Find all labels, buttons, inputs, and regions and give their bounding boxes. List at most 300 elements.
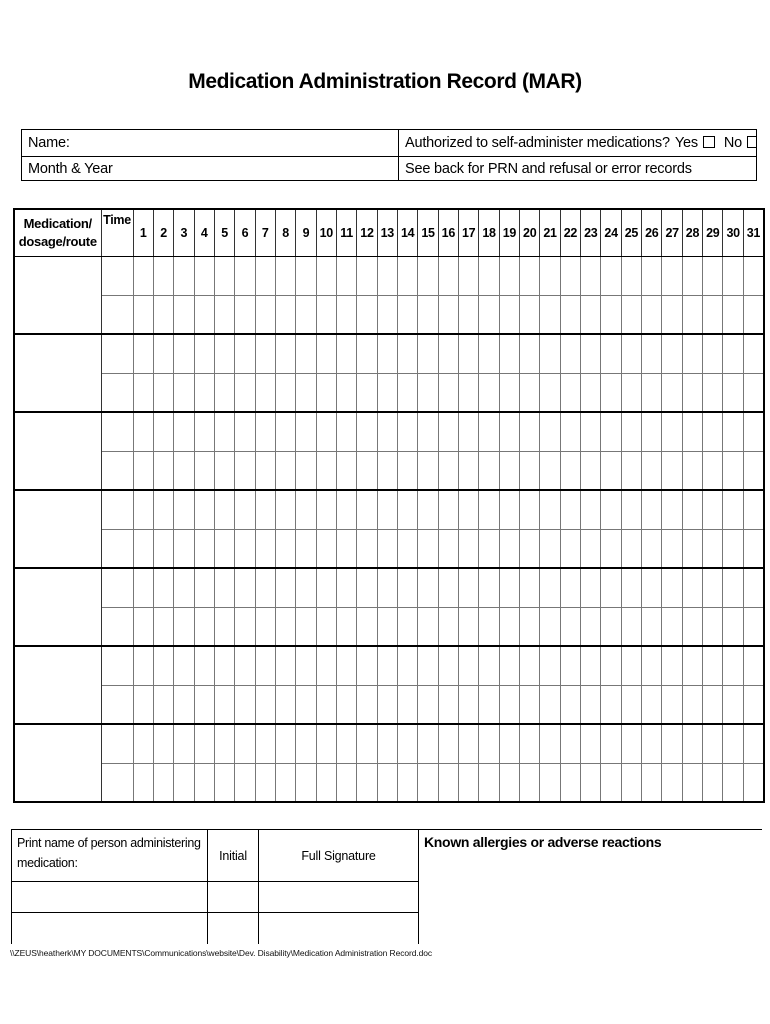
- day-cell[interactable]: [581, 490, 601, 529]
- no-checkbox[interactable]: [747, 136, 756, 148]
- print-name-cell[interactable]: [12, 913, 208, 944]
- day-cell[interactable]: [499, 295, 519, 334]
- day-cell[interactable]: [723, 334, 743, 373]
- day-cell[interactable]: [296, 607, 316, 646]
- day-cell[interactable]: [703, 334, 723, 373]
- day-cell[interactable]: [581, 646, 601, 685]
- day-cell[interactable]: [703, 451, 723, 490]
- day-cell[interactable]: [418, 412, 438, 451]
- day-cell[interactable]: [479, 607, 499, 646]
- day-cell[interactable]: [397, 451, 417, 490]
- day-cell[interactable]: [601, 451, 621, 490]
- day-cell[interactable]: [581, 607, 601, 646]
- day-cell[interactable]: [418, 529, 438, 568]
- day-cell[interactable]: [133, 529, 153, 568]
- day-cell[interactable]: [560, 646, 580, 685]
- day-cell[interactable]: [459, 685, 479, 724]
- day-cell[interactable]: [499, 412, 519, 451]
- day-cell[interactable]: [499, 763, 519, 802]
- day-cell[interactable]: [459, 412, 479, 451]
- day-cell[interactable]: [357, 607, 377, 646]
- day-cell[interactable]: [377, 607, 397, 646]
- time-cell[interactable]: [101, 646, 133, 685]
- day-cell[interactable]: [418, 295, 438, 334]
- day-cell[interactable]: [682, 334, 702, 373]
- day-cell[interactable]: [255, 685, 275, 724]
- day-cell[interactable]: [336, 607, 356, 646]
- day-cell[interactable]: [153, 685, 173, 724]
- day-cell[interactable]: [336, 529, 356, 568]
- day-cell[interactable]: [296, 529, 316, 568]
- day-cell[interactable]: [235, 295, 255, 334]
- day-cell[interactable]: [418, 724, 438, 763]
- day-cell[interactable]: [316, 451, 336, 490]
- day-cell[interactable]: [499, 529, 519, 568]
- medication-cell[interactable]: [14, 646, 101, 724]
- day-cell[interactable]: [133, 490, 153, 529]
- day-cell[interactable]: [357, 568, 377, 607]
- day-cell[interactable]: [459, 646, 479, 685]
- day-cell[interactable]: [214, 646, 234, 685]
- day-cell[interactable]: [235, 373, 255, 412]
- day-cell[interactable]: [296, 490, 316, 529]
- day-cell[interactable]: [621, 568, 641, 607]
- day-cell[interactable]: [377, 529, 397, 568]
- day-cell[interactable]: [438, 646, 458, 685]
- day-cell[interactable]: [235, 256, 255, 295]
- day-cell[interactable]: [418, 685, 438, 724]
- day-cell[interactable]: [642, 763, 662, 802]
- day-cell[interactable]: [174, 490, 194, 529]
- day-cell[interactable]: [377, 490, 397, 529]
- day-cell[interactable]: [723, 490, 743, 529]
- day-cell[interactable]: [174, 724, 194, 763]
- day-cell[interactable]: [560, 412, 580, 451]
- day-cell[interactable]: [662, 490, 682, 529]
- day-cell[interactable]: [723, 646, 743, 685]
- day-cell[interactable]: [743, 724, 764, 763]
- day-cell[interactable]: [336, 646, 356, 685]
- day-cell[interactable]: [743, 490, 764, 529]
- day-cell[interactable]: [479, 724, 499, 763]
- day-cell[interactable]: [418, 568, 438, 607]
- day-cell[interactable]: [214, 295, 234, 334]
- day-cell[interactable]: [214, 412, 234, 451]
- day-cell[interactable]: [601, 763, 621, 802]
- day-cell[interactable]: [662, 685, 682, 724]
- day-cell[interactable]: [438, 334, 458, 373]
- day-cell[interactable]: [296, 646, 316, 685]
- day-cell[interactable]: [662, 334, 682, 373]
- day-cell[interactable]: [357, 724, 377, 763]
- day-cell[interactable]: [642, 295, 662, 334]
- day-cell[interactable]: [459, 490, 479, 529]
- day-cell[interactable]: [499, 568, 519, 607]
- day-cell[interactable]: [133, 451, 153, 490]
- day-cell[interactable]: [642, 646, 662, 685]
- day-cell[interactable]: [682, 490, 702, 529]
- day-cell[interactable]: [357, 763, 377, 802]
- day-cell[interactable]: [560, 724, 580, 763]
- day-cell[interactable]: [336, 568, 356, 607]
- day-cell[interactable]: [214, 334, 234, 373]
- medication-cell[interactable]: [14, 724, 101, 802]
- day-cell[interactable]: [235, 412, 255, 451]
- day-cell[interactable]: [682, 529, 702, 568]
- time-cell[interactable]: [101, 568, 133, 607]
- day-cell[interactable]: [540, 763, 560, 802]
- day-cell[interactable]: [275, 529, 295, 568]
- day-cell[interactable]: [621, 334, 641, 373]
- day-cell[interactable]: [153, 373, 173, 412]
- day-cell[interactable]: [601, 568, 621, 607]
- medication-cell[interactable]: [14, 256, 101, 334]
- day-cell[interactable]: [336, 685, 356, 724]
- day-cell[interactable]: [479, 763, 499, 802]
- day-cell[interactable]: [235, 724, 255, 763]
- day-cell[interactable]: [621, 529, 641, 568]
- day-cell[interactable]: [438, 685, 458, 724]
- day-cell[interactable]: [682, 256, 702, 295]
- day-cell[interactable]: [642, 568, 662, 607]
- day-cell[interactable]: [275, 646, 295, 685]
- day-cell[interactable]: [540, 295, 560, 334]
- day-cell[interactable]: [174, 451, 194, 490]
- day-cell[interactable]: [397, 412, 417, 451]
- day-cell[interactable]: [194, 607, 214, 646]
- day-cell[interactable]: [174, 334, 194, 373]
- time-cell[interactable]: [101, 256, 133, 295]
- day-cell[interactable]: [703, 256, 723, 295]
- day-cell[interactable]: [194, 568, 214, 607]
- day-cell[interactable]: [235, 607, 255, 646]
- day-cell[interactable]: [397, 568, 417, 607]
- day-cell[interactable]: [642, 685, 662, 724]
- time-cell[interactable]: [101, 724, 133, 763]
- time-cell[interactable]: [101, 334, 133, 373]
- day-cell[interactable]: [642, 373, 662, 412]
- medication-cell[interactable]: [14, 334, 101, 412]
- day-cell[interactable]: [581, 334, 601, 373]
- day-cell[interactable]: [621, 490, 641, 529]
- day-cell[interactable]: [153, 646, 173, 685]
- day-cell[interactable]: [682, 373, 702, 412]
- day-cell[interactable]: [479, 334, 499, 373]
- day-cell[interactable]: [357, 256, 377, 295]
- day-cell[interactable]: [703, 646, 723, 685]
- day-cell[interactable]: [581, 412, 601, 451]
- day-cell[interactable]: [357, 529, 377, 568]
- day-cell[interactable]: [336, 724, 356, 763]
- day-cell[interactable]: [153, 763, 173, 802]
- day-cell[interactable]: [662, 607, 682, 646]
- time-cell[interactable]: [101, 451, 133, 490]
- day-cell[interactable]: [336, 451, 356, 490]
- day-cell[interactable]: [642, 607, 662, 646]
- day-cell[interactable]: [174, 646, 194, 685]
- day-cell[interactable]: [743, 568, 764, 607]
- day-cell[interactable]: [540, 568, 560, 607]
- day-cell[interactable]: [560, 529, 580, 568]
- day-cell[interactable]: [194, 685, 214, 724]
- day-cell[interactable]: [520, 373, 540, 412]
- day-cell[interactable]: [621, 373, 641, 412]
- day-cell[interactable]: [438, 607, 458, 646]
- day-cell[interactable]: [377, 646, 397, 685]
- day-cell[interactable]: [174, 295, 194, 334]
- day-cell[interactable]: [255, 451, 275, 490]
- day-cell[interactable]: [540, 256, 560, 295]
- day-cell[interactable]: [214, 763, 234, 802]
- day-cell[interactable]: [357, 685, 377, 724]
- day-cell[interactable]: [459, 334, 479, 373]
- day-cell[interactable]: [357, 451, 377, 490]
- day-cell[interactable]: [601, 373, 621, 412]
- day-cell[interactable]: [540, 412, 560, 451]
- day-cell[interactable]: [296, 256, 316, 295]
- day-cell[interactable]: [520, 724, 540, 763]
- signature-cell[interactable]: [259, 913, 419, 944]
- day-cell[interactable]: [174, 763, 194, 802]
- day-cell[interactable]: [336, 490, 356, 529]
- day-cell[interactable]: [255, 412, 275, 451]
- day-cell[interactable]: [642, 451, 662, 490]
- day-cell[interactable]: [703, 685, 723, 724]
- day-cell[interactable]: [418, 763, 438, 802]
- day-cell[interactable]: [601, 295, 621, 334]
- signature-cell[interactable]: [259, 882, 419, 913]
- day-cell[interactable]: [642, 490, 662, 529]
- day-cell[interactable]: [540, 334, 560, 373]
- day-cell[interactable]: [560, 295, 580, 334]
- day-cell[interactable]: [540, 373, 560, 412]
- day-cell[interactable]: [357, 646, 377, 685]
- day-cell[interactable]: [418, 256, 438, 295]
- day-cell[interactable]: [214, 529, 234, 568]
- day-cell[interactable]: [723, 451, 743, 490]
- day-cell[interactable]: [255, 490, 275, 529]
- day-cell[interactable]: [621, 646, 641, 685]
- day-cell[interactable]: [438, 724, 458, 763]
- day-cell[interactable]: [235, 685, 255, 724]
- day-cell[interactable]: [479, 646, 499, 685]
- day-cell[interactable]: [336, 256, 356, 295]
- time-cell[interactable]: [101, 490, 133, 529]
- day-cell[interactable]: [581, 763, 601, 802]
- day-cell[interactable]: [275, 334, 295, 373]
- day-cell[interactable]: [662, 295, 682, 334]
- day-cell[interactable]: [662, 256, 682, 295]
- day-cell[interactable]: [601, 256, 621, 295]
- time-cell[interactable]: [101, 295, 133, 334]
- day-cell[interactable]: [255, 256, 275, 295]
- day-cell[interactable]: [153, 490, 173, 529]
- day-cell[interactable]: [601, 412, 621, 451]
- day-cell[interactable]: [397, 685, 417, 724]
- day-cell[interactable]: [520, 529, 540, 568]
- day-cell[interactable]: [214, 724, 234, 763]
- day-cell[interactable]: [682, 646, 702, 685]
- day-cell[interactable]: [418, 334, 438, 373]
- day-cell[interactable]: [723, 373, 743, 412]
- day-cell[interactable]: [377, 763, 397, 802]
- day-cell[interactable]: [540, 451, 560, 490]
- day-cell[interactable]: [662, 373, 682, 412]
- day-cell[interactable]: [316, 373, 336, 412]
- day-cell[interactable]: [438, 256, 458, 295]
- day-cell[interactable]: [560, 256, 580, 295]
- day-cell[interactable]: [479, 256, 499, 295]
- day-cell[interactable]: [194, 256, 214, 295]
- day-cell[interactable]: [601, 490, 621, 529]
- day-cell[interactable]: [520, 607, 540, 646]
- day-cell[interactable]: [743, 685, 764, 724]
- day-cell[interactable]: [275, 451, 295, 490]
- day-cell[interactable]: [520, 412, 540, 451]
- day-cell[interactable]: [682, 295, 702, 334]
- day-cell[interactable]: [153, 451, 173, 490]
- day-cell[interactable]: [377, 334, 397, 373]
- day-cell[interactable]: [459, 607, 479, 646]
- day-cell[interactable]: [479, 490, 499, 529]
- day-cell[interactable]: [235, 451, 255, 490]
- day-cell[interactable]: [357, 412, 377, 451]
- day-cell[interactable]: [703, 607, 723, 646]
- day-cell[interactable]: [581, 373, 601, 412]
- day-cell[interactable]: [316, 724, 336, 763]
- print-name-cell[interactable]: [12, 882, 208, 913]
- day-cell[interactable]: [316, 490, 336, 529]
- day-cell[interactable]: [214, 373, 234, 412]
- day-cell[interactable]: [275, 607, 295, 646]
- day-cell[interactable]: [662, 568, 682, 607]
- day-cell[interactable]: [682, 568, 702, 607]
- day-cell[interactable]: [255, 724, 275, 763]
- day-cell[interactable]: [133, 685, 153, 724]
- initial-cell[interactable]: [208, 913, 259, 944]
- day-cell[interactable]: [133, 295, 153, 334]
- day-cell[interactable]: [275, 490, 295, 529]
- day-cell[interactable]: [479, 295, 499, 334]
- day-cell[interactable]: [499, 685, 519, 724]
- day-cell[interactable]: [581, 685, 601, 724]
- day-cell[interactable]: [601, 724, 621, 763]
- day-cell[interactable]: [682, 724, 702, 763]
- day-cell[interactable]: [438, 412, 458, 451]
- day-cell[interactable]: [723, 724, 743, 763]
- day-cell[interactable]: [520, 685, 540, 724]
- day-cell[interactable]: [214, 256, 234, 295]
- day-cell[interactable]: [662, 646, 682, 685]
- day-cell[interactable]: [316, 646, 336, 685]
- day-cell[interactable]: [275, 256, 295, 295]
- day-cell[interactable]: [560, 607, 580, 646]
- day-cell[interactable]: [153, 295, 173, 334]
- day-cell[interactable]: [520, 334, 540, 373]
- day-cell[interactable]: [255, 295, 275, 334]
- day-cell[interactable]: [743, 256, 764, 295]
- time-cell[interactable]: [101, 763, 133, 802]
- day-cell[interactable]: [397, 295, 417, 334]
- day-cell[interactable]: [540, 685, 560, 724]
- day-cell[interactable]: [438, 295, 458, 334]
- day-cell[interactable]: [377, 412, 397, 451]
- day-cell[interactable]: [153, 334, 173, 373]
- day-cell[interactable]: [194, 763, 214, 802]
- day-cell[interactable]: [275, 295, 295, 334]
- day-cell[interactable]: [621, 256, 641, 295]
- day-cell[interactable]: [459, 295, 479, 334]
- day-cell[interactable]: [621, 763, 641, 802]
- day-cell[interactable]: [621, 451, 641, 490]
- day-cell[interactable]: [520, 646, 540, 685]
- day-cell[interactable]: [581, 529, 601, 568]
- day-cell[interactable]: [357, 373, 377, 412]
- day-cell[interactable]: [377, 685, 397, 724]
- day-cell[interactable]: [296, 763, 316, 802]
- day-cell[interactable]: [682, 451, 702, 490]
- day-cell[interactable]: [438, 568, 458, 607]
- day-cell[interactable]: [581, 295, 601, 334]
- time-cell[interactable]: [101, 685, 133, 724]
- time-cell[interactable]: [101, 529, 133, 568]
- day-cell[interactable]: [418, 451, 438, 490]
- day-cell[interactable]: [194, 646, 214, 685]
- day-cell[interactable]: [723, 412, 743, 451]
- medication-cell[interactable]: [14, 568, 101, 646]
- day-cell[interactable]: [642, 529, 662, 568]
- day-cell[interactable]: [723, 568, 743, 607]
- day-cell[interactable]: [540, 646, 560, 685]
- day-cell[interactable]: [479, 568, 499, 607]
- day-cell[interactable]: [316, 256, 336, 295]
- day-cell[interactable]: [459, 763, 479, 802]
- day-cell[interactable]: [703, 295, 723, 334]
- day-cell[interactable]: [255, 607, 275, 646]
- day-cell[interactable]: [438, 373, 458, 412]
- day-cell[interactable]: [296, 373, 316, 412]
- day-cell[interactable]: [418, 373, 438, 412]
- day-cell[interactable]: [316, 568, 336, 607]
- day-cell[interactable]: [438, 763, 458, 802]
- day-cell[interactable]: [662, 724, 682, 763]
- day-cell[interactable]: [499, 490, 519, 529]
- day-cell[interactable]: [601, 529, 621, 568]
- day-cell[interactable]: [743, 763, 764, 802]
- day-cell[interactable]: [235, 646, 255, 685]
- day-cell[interactable]: [540, 607, 560, 646]
- day-cell[interactable]: [703, 373, 723, 412]
- day-cell[interactable]: [723, 256, 743, 295]
- day-cell[interactable]: [296, 412, 316, 451]
- day-cell[interactable]: [255, 373, 275, 412]
- day-cell[interactable]: [520, 568, 540, 607]
- day-cell[interactable]: [703, 412, 723, 451]
- day-cell[interactable]: [397, 334, 417, 373]
- day-cell[interactable]: [642, 412, 662, 451]
- day-cell[interactable]: [133, 724, 153, 763]
- day-cell[interactable]: [459, 724, 479, 763]
- day-cell[interactable]: [723, 295, 743, 334]
- day-cell[interactable]: [377, 568, 397, 607]
- day-cell[interactable]: [397, 529, 417, 568]
- day-cell[interactable]: [621, 685, 641, 724]
- day-cell[interactable]: [377, 373, 397, 412]
- day-cell[interactable]: [662, 763, 682, 802]
- day-cell[interactable]: [336, 295, 356, 334]
- day-cell[interactable]: [316, 685, 336, 724]
- day-cell[interactable]: [540, 529, 560, 568]
